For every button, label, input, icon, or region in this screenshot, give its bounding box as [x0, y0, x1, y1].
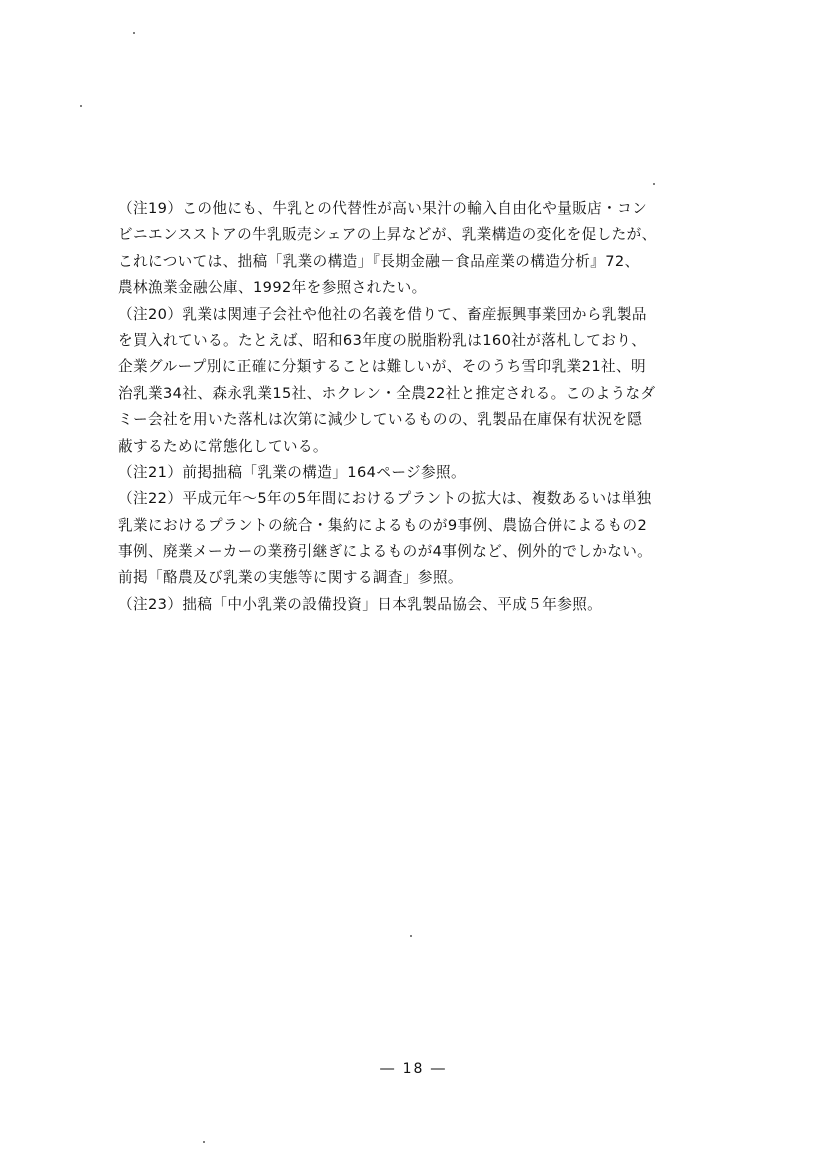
footnote-line: ミー会社を用いた落札は次第に減少しているものの、乳製品在庫保有状況を隠	[118, 411, 643, 429]
footnote-line: （注21）前掲拙稿「乳業の構造」164ページ参照。	[118, 463, 467, 481]
footnote-line: （注23）拙稿「中小乳業の設備投資」日本乳製品協会、平成５年参照。	[118, 595, 603, 613]
scan-speck	[410, 935, 412, 937]
footnote-line: 治乳業34社、森永乳業15社、ホクレン・全農22社と推定される。このようなダ	[118, 384, 656, 402]
footnote-line: 乳業におけるプラントの統合・集約によるものが9事例、農協合併によるもの2	[118, 516, 648, 534]
footnote-line: （注22）平成元年～5年の5年間におけるプラントの拡大は、複数あるいは単独	[118, 490, 652, 508]
footnote-line: ビニエンスストアの牛乳販売シェアの上昇などが、乳業構造の変化を促したが、	[118, 226, 657, 244]
footnote-22	[118, 486, 728, 592]
footnote-line: 企業グループ別に正確に分類することは難しいが、そのうち雪印乳業21社、明	[118, 358, 646, 376]
page-number: ― 18 ―	[380, 1061, 447, 1077]
footnote-line: 前掲「酪農及び乳業の実態等に関する調査」参照。	[118, 569, 463, 587]
footnote-line: （注19）この他にも、牛乳との代替性が高い果汁の輸入自由化や量販店・コン	[118, 200, 648, 217]
scan-speck	[653, 183, 655, 185]
footnote-line: これについては、拙稿「乳業の構造」『長期金融－食品産業の構造分析』72、	[118, 252, 640, 270]
footnote-line: 農林漁業金融公庫、1992年を参照されたい。	[118, 279, 427, 297]
footnote-19	[118, 196, 728, 302]
footnote-21	[118, 460, 728, 486]
footnote-line: 事例、廃業メーカーの業務引継ぎによるものが4事例など、例外的でしかない。	[118, 543, 653, 561]
scan-speck	[203, 1141, 205, 1143]
footnotes	[118, 196, 728, 618]
scan-speck	[80, 105, 82, 107]
scan-speck	[133, 32, 135, 34]
footnote-23	[118, 592, 728, 618]
footnote-line: を買入れている。たとえば、昭和63年度の脱脂粉乳は160社が落札しており、	[118, 331, 647, 349]
footnote-line: 蔽するために常態化している。	[118, 437, 328, 455]
footnote-20	[118, 302, 728, 460]
footnote-line: （注20）乳業は関連子会社や他社の名義を借りて、畜産振興事業団から乳製品	[118, 305, 647, 323]
